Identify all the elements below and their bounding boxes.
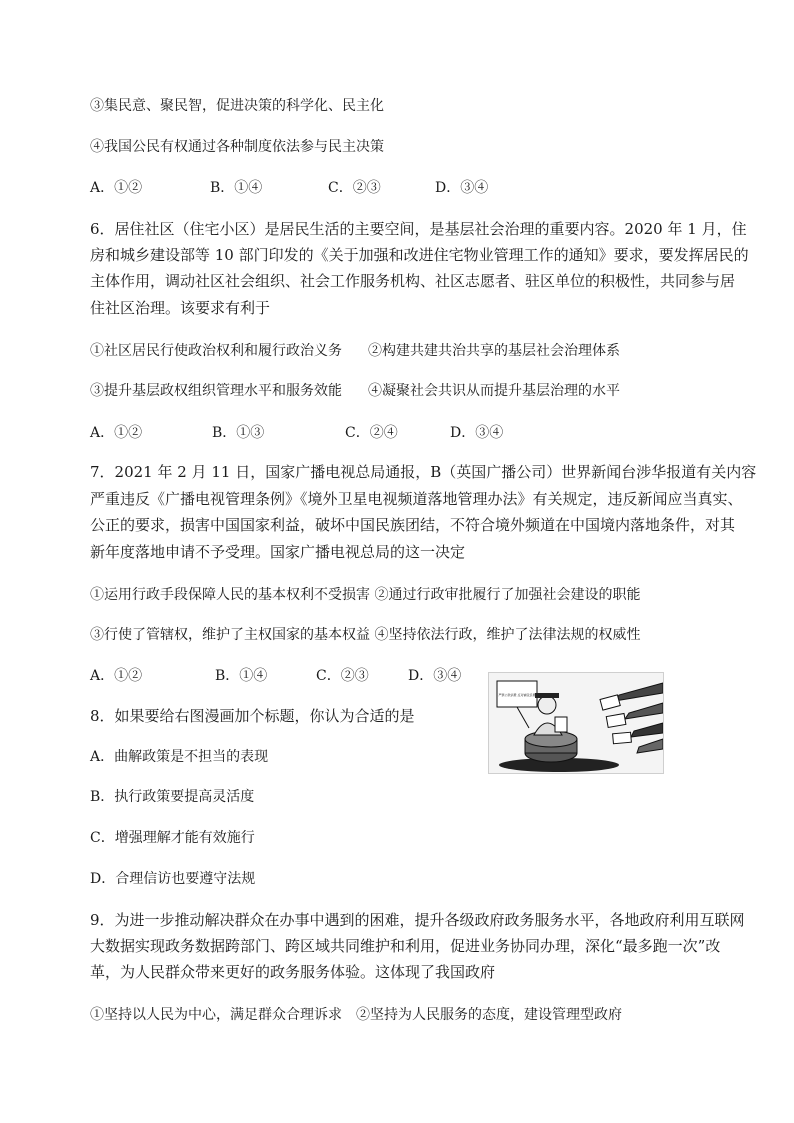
q7-answer-d[interactable]: D．③④ <box>408 668 462 684</box>
q7-answer-a[interactable]: A．①② <box>90 668 143 684</box>
q5-answer-a[interactable]: A．①② <box>90 180 143 196</box>
q7-choices-row-1: ①运用行政手段保障人民的基本权利不受损害 ②通过行政审批履行了加强社会建设的职能 <box>90 587 641 603</box>
q7-choices-row-2: ③行使了管辖权，维护了主权国家的基本权益 ④坚持依法行政，维护了法律法规的权威性 <box>90 627 641 643</box>
q8-option-b[interactable]: B．执行政策要提高灵活度 <box>90 789 255 805</box>
q6-answer-a[interactable]: A．①② <box>90 425 143 441</box>
q6-answer-c[interactable]: C．②④ <box>345 425 398 441</box>
q9-stem-line: 革，为人民群众带来更好的政务服务体验。这体现了我国政府 <box>90 963 496 981</box>
cartoon-sign-text: 严禁公款消费 反对铺张浪费 <box>498 693 536 697</box>
q5-choice-3: ③集民意、聚民智，促进决策的科学化、民主化 <box>90 98 384 114</box>
q7-stem-line: 新年度落地申请不予受理。国家广播电视总局的这一决定 <box>90 543 466 561</box>
q8-cartoon-image <box>488 672 664 774</box>
q6-stem-line: 6．居住社区（住宅小区）是居民生活的主要空间，是基层社会治理的重要内容。2020 年 1 月，住 <box>90 220 747 238</box>
q8-option-d[interactable]: D．合理信访也要遵守法规 <box>90 871 256 887</box>
q6-answer-b[interactable]: B．①③ <box>212 425 265 441</box>
cartoon-drawing <box>489 673 663 773</box>
q7-stem-line: 严重违反《广播电视管理条例》《境外卫星电视频道落地管理办法》有关规定，违反新闻应当真实、 <box>90 490 743 508</box>
q9-stem-line: 9．为进一步推动解决群众在办事中遇到的困难，提升各级政府政务服务水平，各地政府利用互联网 <box>90 911 745 929</box>
q6-choice-2: ②构建共建共治共享的基层社会治理体系 <box>368 343 620 359</box>
q6-choice-1: ①社区居民行使政治权利和履行政治义务 <box>90 343 342 359</box>
q7-stem-line: 7．2021 年 2 月 11 日，国家广播电视总局通报，B（英国广播公司）世界新闻台涉华报道有关内容 <box>90 463 757 481</box>
q7-answer-b[interactable]: B．①④ <box>215 668 268 684</box>
q8-option-c[interactable]: C．增强理解才能有效施行 <box>90 830 255 846</box>
q6-stem-line: 房和城乡建设部等 10 部门印发的《关于加强和改进住宅物业管理工作的通知》要求，要发挥居民的 <box>90 246 749 264</box>
q5-answer-c[interactable]: C．②③ <box>328 180 381 196</box>
q7-answer-c[interactable]: C．②③ <box>316 668 369 684</box>
q6-stem-line: 住社区治理。该要求有利于 <box>90 299 271 317</box>
q8-stem: 8．如果要给右图漫画加个标题，你认为合适的是 <box>90 707 415 725</box>
q9-choices-row-1: ①坚持以人民为中心，满足群众合理诉求 ②坚持为人民服务的态度，建设管理型政府 <box>90 1007 622 1023</box>
q5-answer-b[interactable]: B．①④ <box>210 180 263 196</box>
q9-stem-line: 大数据实现政务数据跨部门、跨区域共同维护和利用，促进业务协同办理，深化“最多跑一次”改 <box>90 937 721 955</box>
q5-answer-d[interactable]: D．③④ <box>435 180 489 196</box>
q7-stem-line: 公正的要求，损害中国国家利益，破坏中国民族团结，不符合境外频道在中国境内落地条件，对其 <box>90 516 736 534</box>
q6-choice-4: ④凝聚社会共识从而提升基层治理的水平 <box>368 383 620 399</box>
q6-choice-3: ③提升基层政权组织管理水平和服务效能 <box>90 383 342 399</box>
q6-answer-d[interactable]: D．③④ <box>450 425 504 441</box>
q5-choice-4: ④我国公民有权通过各种制度依法参与民主决策 <box>90 139 384 155</box>
q8-option-a[interactable]: A．曲解政策是不担当的表现 <box>90 749 269 765</box>
q6-stem-line: 主体作用，调动社区社会组织、社会工作服务机构、社区志愿者、驻区单位的积极性，共同参与居 <box>90 272 736 290</box>
